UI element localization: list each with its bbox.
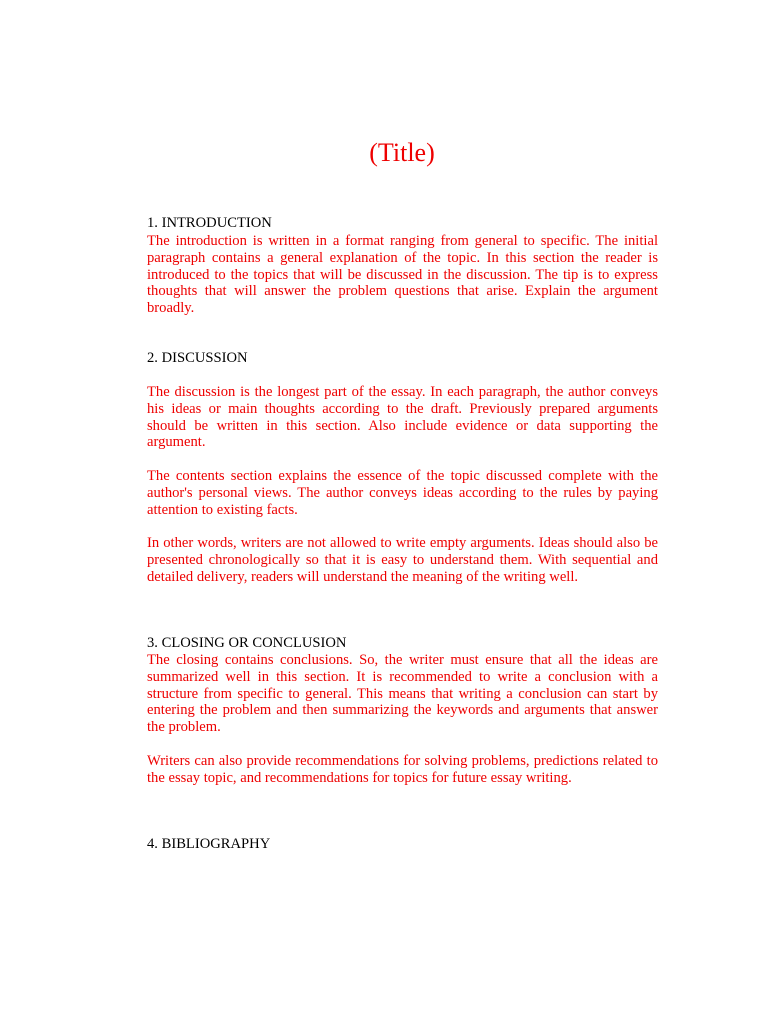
discussion-paragraph-1: The discussion is the longest part of the essay. In each paragraph, the author conveys his ideas or main thoughts according to the draft. Previously prepared arguments should be written in this section. Also include evidence or data supporting the argument.: [147, 384, 658, 451]
conclusion-paragraph-1: The closing contains conclusions. So, the writer must ensure that all the ideas are summarized well in this section. It is recommended to write a conclusion with a structure from specific to general. This means that writing a conclusion can start by entering the problem and then summarizing the keywords and arguments that answer the problem.: [147, 652, 658, 736]
discussion-paragraph-3: In other words, writers are not allowed to write empty arguments. Ideas should also be presented chronologically so that it is easy to understand them. With sequential and detailed delivery, readers will understand the meaning of the writing well.: [147, 535, 658, 585]
section-heading-discussion: 2. DISCUSSION: [147, 350, 248, 366]
introduction-paragraph: The introduction is written in a format ranging from general to specific. The initial paragraph contains a general explanation of the topic. In this section the reader is introduced to the topics that will be discussed in the discussion. The tip is to express thoughts that will answer the problem questions that arise. Explain the argument broadly.: [147, 233, 658, 317]
section-heading-conclusion: 3. CLOSING OR CONCLUSION: [147, 635, 347, 651]
conclusion-paragraph-2: Writers can also provide recommendations for solving problems, predictions related to the essay topic, and recommendations for topics for future essay writing.: [147, 753, 658, 786]
document-title: (Title): [369, 138, 435, 167]
discussion-paragraph-2: The contents section explains the essence of the topic discussed complete with the author's personal views. The author conveys ideas according to the rules by paying attention to existing facts.: [147, 468, 658, 518]
section-heading-bibliography: 4. BIBLIOGRAPHY: [147, 836, 271, 852]
section-heading-introduction: 1. INTRODUCTION: [147, 215, 272, 231]
